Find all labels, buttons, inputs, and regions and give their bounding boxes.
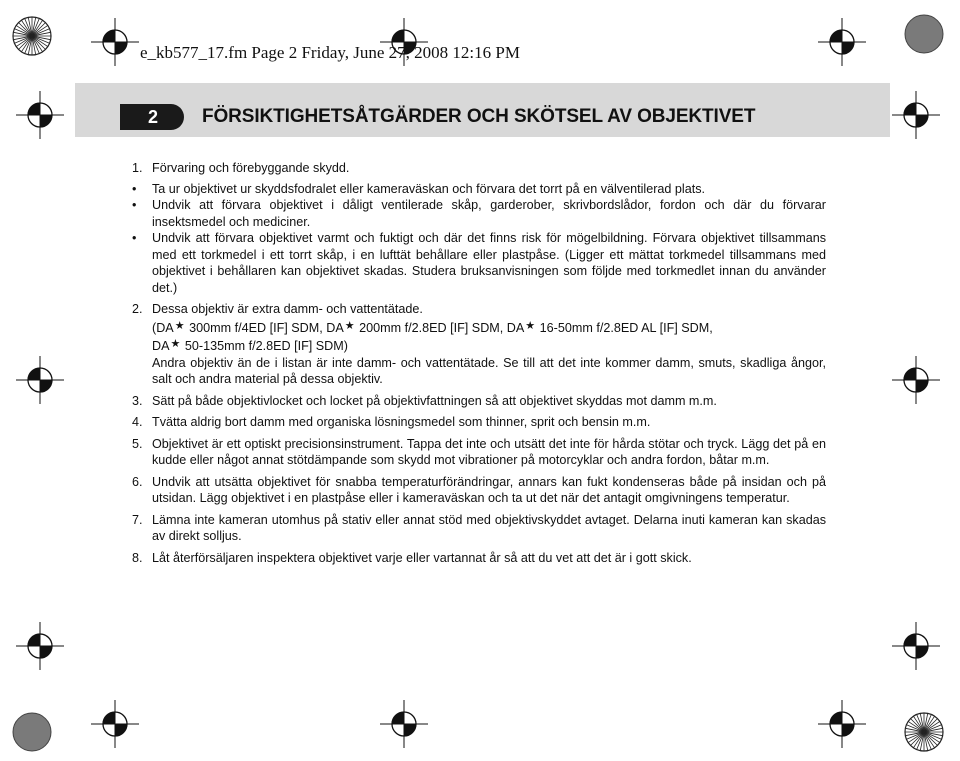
star-icon: ★ (174, 319, 185, 332)
starburst-calibration-icon (904, 712, 944, 752)
chapter-number-tab: 2 (120, 104, 184, 130)
registration-mark-icon (892, 91, 940, 139)
bullet-item: • Undvik att förvara objektivet varmt och fuktigt och där det finns risk för mögelbildning. Förvara objektivet tillsammans med ett torkmedel i ett torrt skåp, i en lufttät behållare eller plastpåse. (Ligger ett mättat torkmedel tillsammans med objektivet i behållaren kan objektivet skadas. Studera bruksanvisningen som följde med torkmedlet innan du använder det.) (132, 231, 826, 295)
list-item: 6. Undvik att utsätta objektivet för snabba temperaturförändringar, annars kan fukt kondenseras både på insidan och på utsidan. Lägg objektivet i en plastpåse eller i kameraväskan och ta ut det när det antagit omgivningens temperatur. (132, 474, 826, 505)
gray-patch-icon (904, 14, 944, 54)
print-header: e_kb577_17.fm Page 2 Friday, June 27, 2008 12:16 PM (140, 43, 520, 62)
registration-mark-icon (818, 18, 866, 66)
document-body (132, 160, 826, 566)
registration-mark-icon (16, 622, 64, 670)
registration-mark-icon (380, 700, 428, 748)
registration-mark-icon (91, 18, 139, 66)
list-item: 4. Tvätta aldrig bort damm med organiska lösningsmedel som thinner, sprit och bensin m.m. (132, 415, 651, 429)
list-item: 7. Lämna inte kameran utomhus på stativ eller annat stöd med objektivskyddet avtaget. Delarna inuti kameran kan skadas av direkt solljus. (132, 512, 826, 543)
list-item: 1. Förvaring och förebyggande skydd. (132, 161, 350, 175)
starburst-calibration-icon (12, 16, 52, 56)
bullet-item: • Undvik att förvara objektivet i dåligt ventilerade skåp, garderober, skrivbordslådor, fordon och där du förvarar insektsmedel och mediciner. (132, 198, 826, 229)
list-item: 5. Objektivet är ett optiskt precisionsinstrument. Tappa det inte och utsätt det inte för hårda stötar och tryck. Lägg det på en kudde eller något annat stötdämpande som skydd mot vibrationer på motorcyklar och andra fordon, båtar m.m. (132, 436, 826, 467)
star-icon: ★ (525, 319, 536, 332)
list-item: 3. Sätt på både objektivlocket och locket på objektivfattningen så att objektivet skyddas mot damm m.m. (132, 393, 717, 408)
registration-mark-icon (16, 356, 64, 404)
lens-list: DA★ 50-135mm f/2.8ED [IF] SDM) (152, 338, 348, 353)
star-icon: ★ (344, 319, 355, 332)
page-title: FÖRSIKTIGHETSÅTGÄRDER OCH SKÖTSEL AV OBJEKTIVET (202, 106, 756, 127)
gray-patch-icon (12, 712, 52, 752)
lens-list: (DA★ 300mm f/4ED [IF] SDM, DA★ 200mm f/2.8ED [IF] SDM, DA★ 16-50mm f/2.8ED AL [IF] SDM, (152, 319, 713, 335)
bullet-item: • Ta ur objektivet ur skyddsfodralet eller kameraväskan och förvara det torrt på en välventilerad plats. (132, 181, 705, 196)
star-icon: ★ (170, 338, 181, 350)
list-item: 2. Dessa objektiv är extra damm- och vattentätade. (DA★ 300mm f/4ED [IF] SDM, DA★ 200mm f/2.8ED [IF] SDM, DA★ 16-50mm f/2.8ED AL [IF] SDM, DA★ 50-135mm f/2.8ED [IF] SDM) Andra objektiv än de i listan är inte damm- och vattentätade. Se till att det inte kommer damm, smuts, skadliga ångor, salt och andra material på dessa objektiv. (132, 302, 826, 386)
registration-mark-icon (892, 622, 940, 670)
list-item: 8. Låt återförsäljaren inspektera objektivet varje eller vartannat år så att du vet att det är i gott skick. (132, 550, 692, 565)
registration-mark-icon (16, 91, 64, 139)
registration-mark-icon (91, 700, 139, 748)
registration-mark-icon (818, 700, 866, 748)
registration-mark-icon (892, 356, 940, 404)
